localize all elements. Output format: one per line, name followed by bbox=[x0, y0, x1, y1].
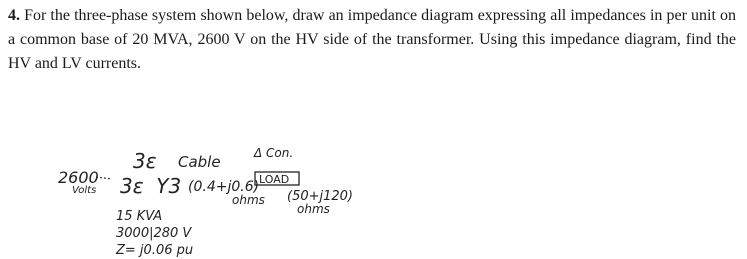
transformer-voltages: 3000|280 V bbox=[116, 226, 192, 241]
question-number: 4. bbox=[8, 7, 20, 24]
question-text: For the three-phase system shown below, draw an impedance diagram expressing all impedances in per unit on a common base of 20 MVA, 2600 V on the HV side of the transformer. Using this impedance diagram, find the HV and LV currents. bbox=[8, 7, 737, 72]
transformer-symbol-top: 3ε bbox=[133, 149, 157, 173]
load-connection-label: Δ Con. bbox=[254, 146, 294, 160]
source-voltage-label: 2600 bbox=[58, 168, 99, 187]
transformer-rating: 15 KVA bbox=[116, 209, 163, 224]
load-unit: ohms bbox=[297, 202, 330, 216]
cable-label: Cable bbox=[178, 153, 221, 171]
load-label: LOAD bbox=[259, 173, 290, 186]
transformer-impedance: Z= j0.06 pu bbox=[116, 243, 194, 258]
cable-impedance: (0.4+j0.6) bbox=[188, 179, 260, 195]
circuit-sketch bbox=[0, 138, 747, 259]
load-impedance: (50+j120) bbox=[287, 189, 354, 204]
question-paragraph bbox=[8, 4, 736, 76]
cable-unit: ohms bbox=[232, 193, 265, 207]
source-unit-label: Volts bbox=[72, 185, 97, 196]
transformer-symbol: 3ε Y3 bbox=[120, 174, 182, 198]
